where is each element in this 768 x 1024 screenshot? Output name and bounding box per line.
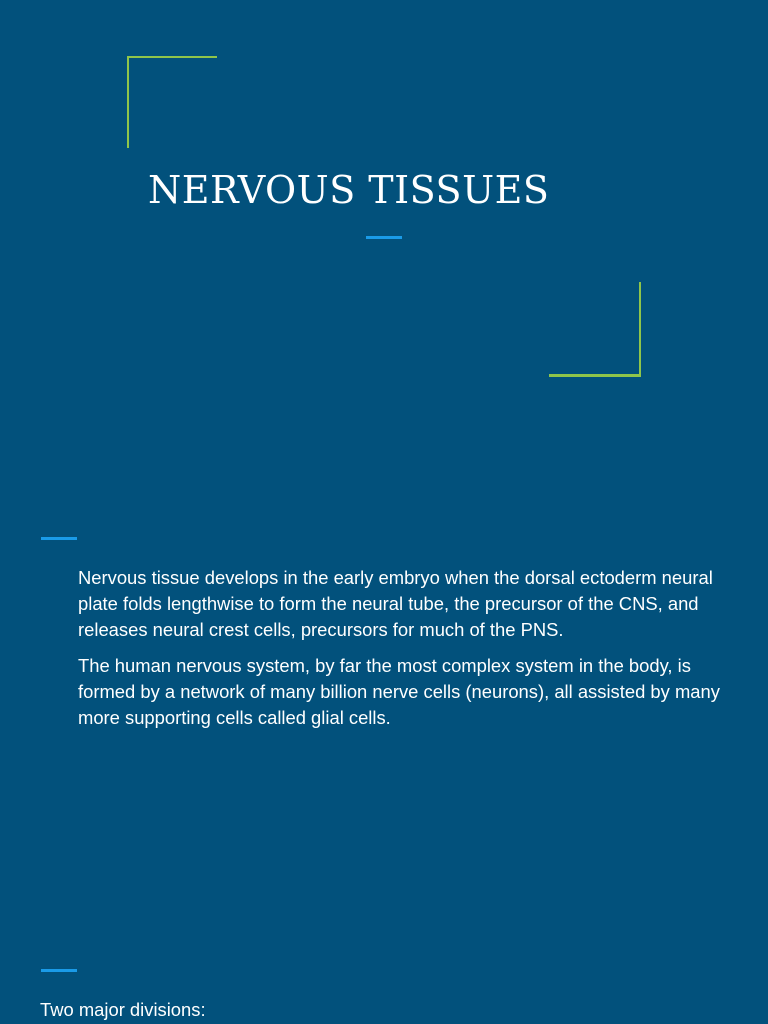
- top-left-corner-decoration: [127, 56, 217, 148]
- divisions-heading: Two major divisions:: [40, 999, 206, 1020]
- bottom-right-corner-decoration: [549, 282, 641, 377]
- slide-title: NERVOUS TISSUES: [148, 168, 550, 212]
- paragraph-nervous-system: The human nervous system, by far the most complex system in the body, is formed by a network of many billion nerve cells (neurons), all assisted by many more supporting cells called glial cells.: [78, 655, 720, 728]
- body-text-block: [78, 565, 728, 741]
- section-accent-bar: [41, 537, 77, 540]
- title-accent-bar: [366, 236, 402, 239]
- paragraph-embryo-development: Nervous tissue develops in the early embryo when the dorsal ectoderm neural plate folds lengthwise to form the neural tube, the precursor of the CNS, and releases neural crest cells, precursors for much of the PNS.: [78, 567, 713, 640]
- section-accent-bar-divisions: [41, 969, 77, 972]
